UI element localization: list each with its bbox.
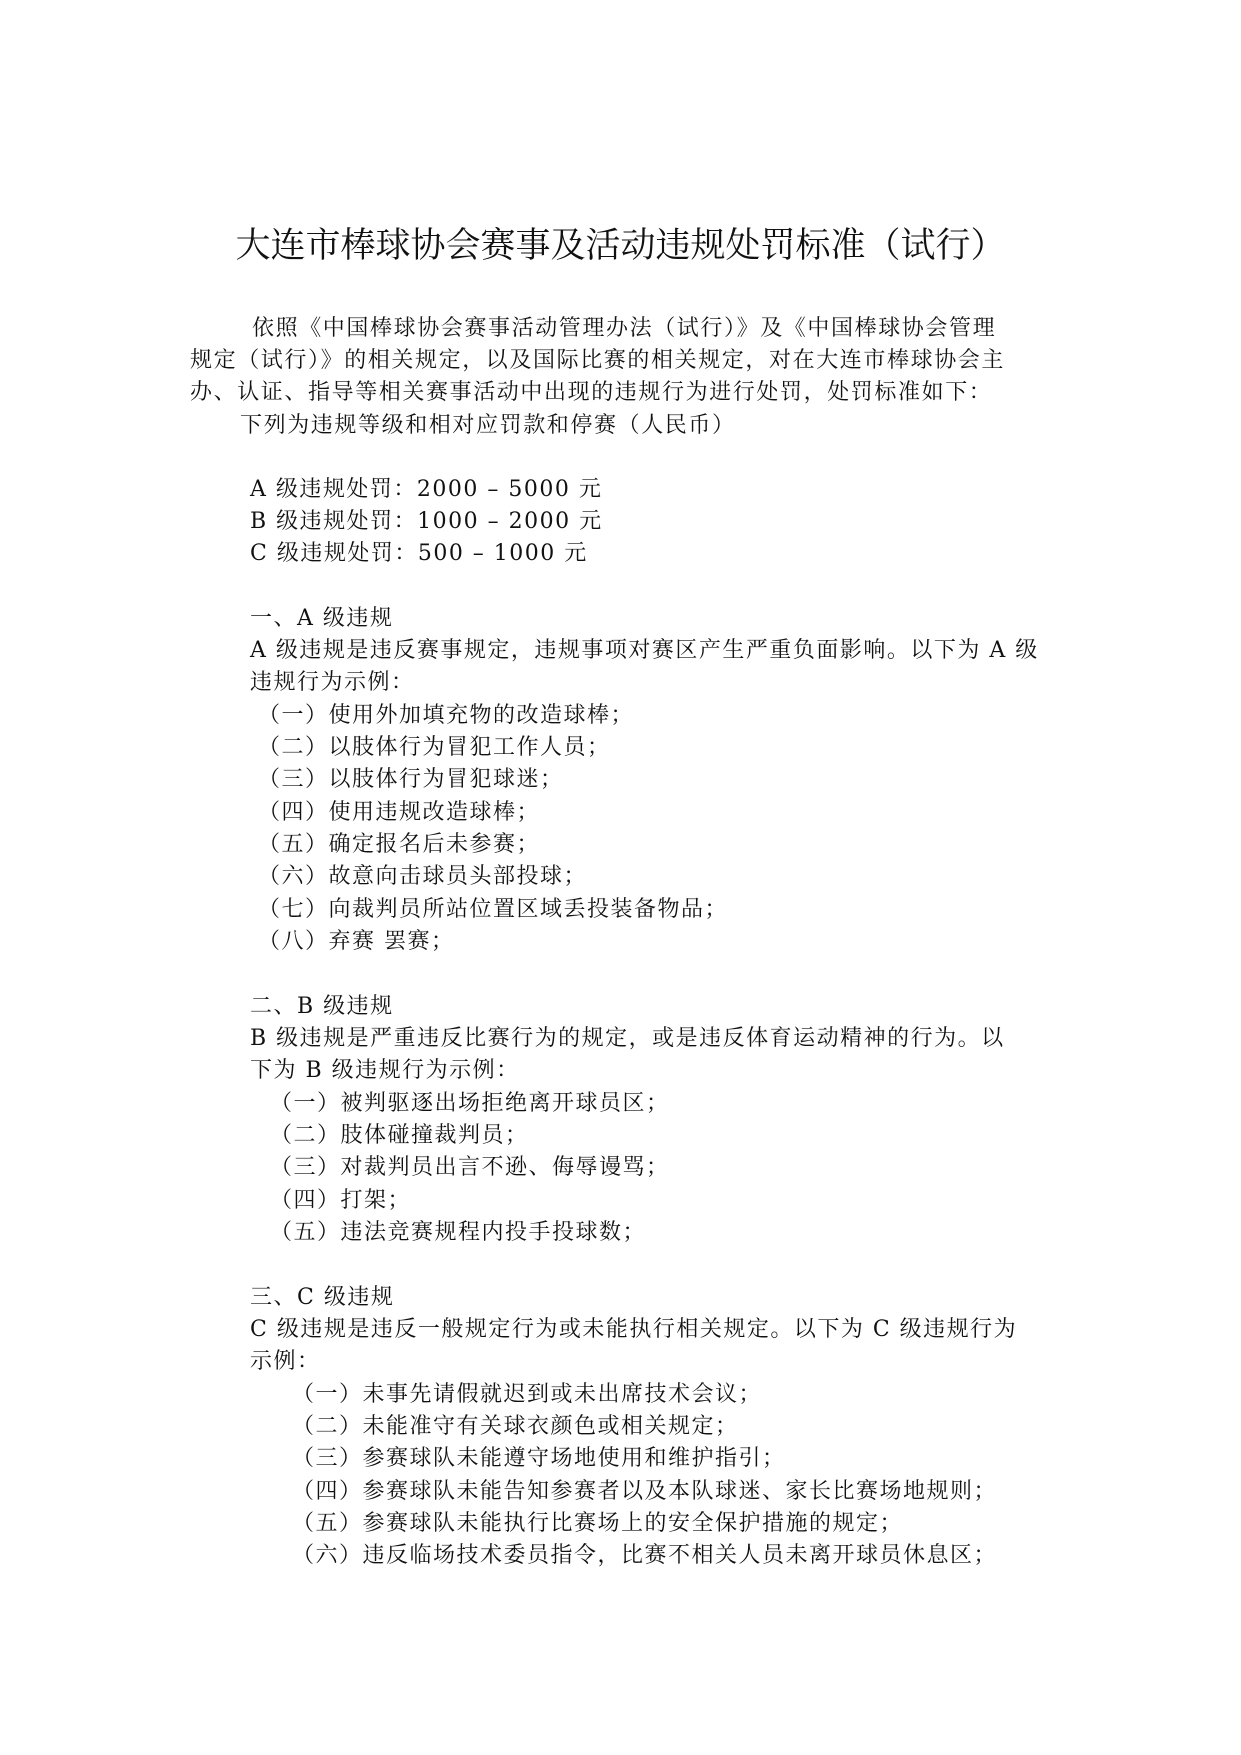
section-a-item: （一）使用外加填充物的改造球棒； [258,703,635,728]
document-title: 大连市棒球协会赛事及活动违规处罚标准（试行） [235,226,1006,266]
section-b-item: （四）打架； [270,1188,412,1213]
section-b-item: （二）肢体碰撞裁判员； [270,1123,529,1148]
section-c-item: （四）参赛球队未能告知参赛者以及本队球迷、家长比赛场地规则； [292,1479,998,1504]
section-c-description: C 级违规是违反一般规定行为或未能执行相关规定。以下为 C 级违规行为 [250,1317,1018,1342]
section-b-description: B 级违规是严重违反比赛行为的规定，或是违反体育运动精神的行为。以 [250,1026,1005,1051]
section-a-item: （七）向裁判员所站位置区域丢投装备物品； [258,897,729,922]
section-a-description: 违规行为示例： [250,670,415,695]
penalty-a: A 级违规处罚：2000 – 5000 元 [250,477,603,502]
section-a-description: A 级违规是违反赛事规定，违规事项对赛区产生严重负面影响。以下为 A 级 [250,638,1039,663]
intro-line: 办、认证、指导等相关赛事活动中出现的违规行为进行处罚，处罚标准如下： [190,380,993,405]
section-a-item: （八）弃赛 罢赛； [258,929,455,954]
intro-line: 依照《中国棒球协会赛事活动管理办法（试行）》及《中国棒球协会管理 [252,316,997,341]
section-b-item: （一）被判驱逐出场拒绝离开球员区； [270,1091,670,1116]
section-c-item: （五）参赛球队未能执行比赛场上的安全保护措施的规定； [292,1511,904,1536]
section-c-item: （六）违反临场技术委员指令，比赛不相关人员未离开球员休息区； [292,1543,998,1568]
penalty-b: B 级违规处罚：1000 – 2000 元 [250,509,603,534]
section-c-item: （二）未能准守有关球衣颜色或相关规定； [292,1414,739,1439]
intro-line: 下列为违规等级和相对应罚款和停赛（人民币） [240,413,736,438]
section-a-item: （三）以肢体行为冒犯球迷； [258,767,564,792]
section-a-item: （六）故意向击球员头部投球； [258,864,588,889]
section-c-item: （一）未事先请假就迟到或未出席技术会议； [292,1382,763,1407]
section-a-heading: 一、A 级违规 [250,606,394,631]
section-c-item: （三）参赛球队未能遵守场地使用和维护指引； [292,1446,786,1471]
section-c-heading: 三、C 级违规 [250,1285,395,1310]
section-c-description: 示例： [250,1349,321,1374]
section-b-heading: 二、B 级违规 [250,994,394,1019]
section-a-item: （五）确定报名后未参赛； [258,832,541,857]
section-a-item: （二）以肢体行为冒犯工作人员； [258,735,611,760]
penalty-c: C 级违规处罚：500 – 1000 元 [250,541,588,566]
section-b-item: （三）对裁判员出言不逊、侮辱谩骂； [270,1155,670,1180]
section-b-description: 下为 B 级违规行为示例： [250,1058,520,1083]
intro-line: 规定（试行）》的相关规定，以及国际比赛的相关规定，对在大连市棒球协会主 [190,348,1006,373]
section-b-item: （五）违法竞赛规程内投手投球数； [270,1220,647,1245]
section-a-item: （四）使用违规改造球棒； [258,800,541,825]
